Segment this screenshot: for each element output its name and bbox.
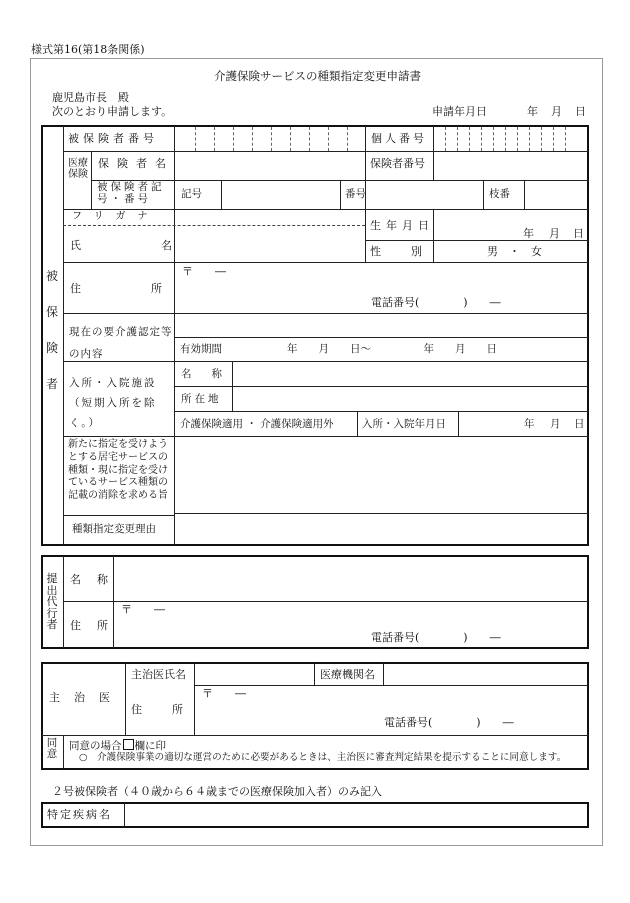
- date-month-unit: 月: [551, 105, 562, 118]
- insurance-applicable[interactable]: 介護保険適用 ・ 介護保険適用外: [180, 418, 334, 430]
- footer-note: ２号被保険者（４０歳から６４歳までの医療保険加入者）のみ記入: [52, 785, 382, 798]
- admission-date-label: 入所・入院年月日: [362, 418, 446, 430]
- date-label: 申請年月日: [432, 105, 487, 118]
- sex-label: 性別: [370, 245, 452, 258]
- addressee: 鹿児島市長 殿: [52, 91, 129, 104]
- insurer-no-label: 保険者番号: [370, 157, 425, 170]
- consent-text: ○ 介護保険事業の適切な運営のために必要があるときは、主治医に審査判定結果を提示することに同意します。: [79, 752, 567, 763]
- branch-label: 枝番: [489, 188, 510, 200]
- name-label: 氏名: [70, 239, 252, 252]
- agent-section: [41, 555, 589, 649]
- institution-label: 医療機関名: [320, 668, 375, 681]
- doctor-address-label: 住所: [131, 703, 213, 716]
- admission-month-unit: 月: [550, 418, 561, 430]
- facility-label: 入所・入院施設（短期入所を除く。）: [69, 377, 157, 429]
- insured-no-label: 被保険者番号: [68, 132, 158, 145]
- admission-year-unit: 年: [524, 418, 535, 430]
- care-cert-label: 現在の要介護認定等の内容: [69, 326, 173, 360]
- phone-label: 電話番号( ) ―: [371, 296, 501, 309]
- personal-no-label: 個人番号: [371, 132, 427, 145]
- agent-name-label: 名称: [70, 573, 124, 586]
- insurer-name-label: 保険者名: [98, 157, 174, 170]
- sex-options[interactable]: 男 ・ 女: [487, 245, 542, 258]
- request-line: 次のとおり申請します。: [52, 105, 173, 118]
- doctor-postal-mark: 〒 ―: [202, 687, 246, 700]
- admission-day-unit: 日: [574, 418, 585, 430]
- disease-label: 特定疾病名: [47, 808, 112, 821]
- furigana-label: フリガナ: [72, 211, 160, 222]
- insured-section-label: 被保険者: [46, 269, 59, 391]
- date-day-unit: 日: [575, 105, 586, 118]
- birth-year-unit: 年: [523, 227, 534, 240]
- symbol-number-label: 被保険者記号・番号: [97, 181, 165, 206]
- validity-label: 有効期間: [180, 343, 222, 355]
- medical-insurance-label: 医療保険: [68, 158, 88, 180]
- facility-location-label: 所在地: [181, 393, 222, 405]
- birth-label: 生年月日: [370, 219, 434, 232]
- new-designation-label: 新たに指定を受けようとする居宅サービスの種類・現に指定を受けているサービス種類の記載の消除を求める旨: [68, 439, 168, 502]
- agent-postal-mark: 〒 ―: [121, 603, 165, 616]
- agent-section-label: 提出代行者: [46, 572, 58, 632]
- disease-input[interactable]: [126, 804, 586, 826]
- postal-mark: 〒 ―: [182, 265, 226, 278]
- facility-name-label: 名称: [181, 368, 242, 380]
- consent-checkbox[interactable]: [123, 739, 134, 750]
- doctor-section-label: 主治医: [49, 691, 124, 704]
- birth-month-unit: 月: [549, 227, 560, 240]
- consent-instruction-post: 欄に印: [134, 740, 166, 752]
- doctor-name-label: 主治医氏名: [131, 668, 186, 681]
- address-label: 住所: [70, 282, 232, 295]
- symbol-label: 記号: [181, 188, 202, 200]
- form-title: 介護保険サービスの種類指定変更申請書: [214, 69, 421, 83]
- agent-address-label: 住所: [70, 619, 124, 632]
- form-number: 様式第16(第18条関係): [31, 43, 145, 56]
- consent-instruction: [69, 739, 166, 752]
- birth-day-unit: 日: [573, 227, 584, 240]
- reason-label: 種類指定変更理由: [72, 523, 156, 535]
- agent-phone-label: 電話番号( ) ―: [371, 631, 501, 644]
- number-label: 番号: [345, 188, 366, 200]
- doctor-phone-label: 電話番号( ) ―: [384, 716, 514, 729]
- consent-instruction-pre: 同意の場合: [69, 740, 122, 752]
- consent-label: 同意: [46, 737, 58, 761]
- validity-value: 年 月 日～ 年 月 日: [287, 343, 497, 355]
- date-year-unit: 年: [527, 105, 538, 118]
